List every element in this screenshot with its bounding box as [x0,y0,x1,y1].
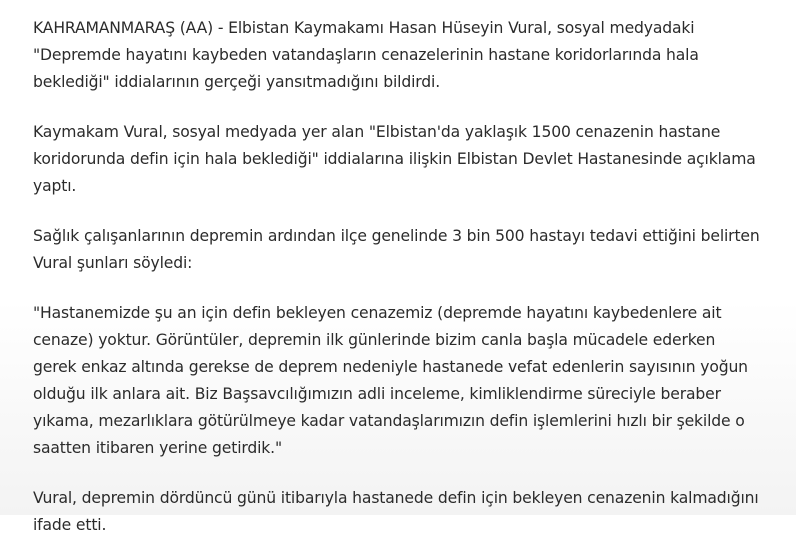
article-paragraph-4-quote: "Hastanemizde şu an için defin bekleyen cenazemiz (depremde hayatını kaybedenlere ait cenaze) yoktur. Görüntüler, depremin ilk günlerinde bizim canla başla mücadele ederken gerek enkaz altında gerekse de deprem nedeniyle hastanede vefat edenlerin sayısının yoğun olduğu ilk anlara ait. Biz Başsavcılığımızın adli inceleme, kimliklendirme süreciyle beraber yıkama, mezarlıklara götürülmeye kadar vatandaşlarımızın defin işlemlerini hızlı bir şekilde o saatten itibaren yerine getirdik." [33,304,748,457]
article-paragraph-3: Sağlık çalışanlarının depremin ardından ilçe genelinde 3 bin 500 hastayı tedavi ettiğini belirten Vural şunları söyledi: [33,227,760,272]
article-paragraph-2: Kaymakam Vural, sosyal medyada yer alan "Elbistan'da yaklaşık 1500 cenazenin hastane koridorunda defin için hala beklediği" iddialarına ilişkin Elbistan Devlet Hastanesinde açıklama yaptı. [33,123,756,195]
article-paragraph-5: Vural, depremin dördüncü günü itibarıyla hastanede defin için bekleyen cenazenin kalmadığını ifade etti. [33,489,759,534]
article-paragraph-1: KAHRAMANMARAŞ (AA) - Elbistan Kaymakamı Hasan Hüseyin Vural, sosyal medyadaki "Depremde hayatını kaybeden vatandaşların cenazelerinin hastane koridorlarında hala beklediği" iddialarının gerçeği yansıtmadığını bildirdi. [33,19,699,91]
